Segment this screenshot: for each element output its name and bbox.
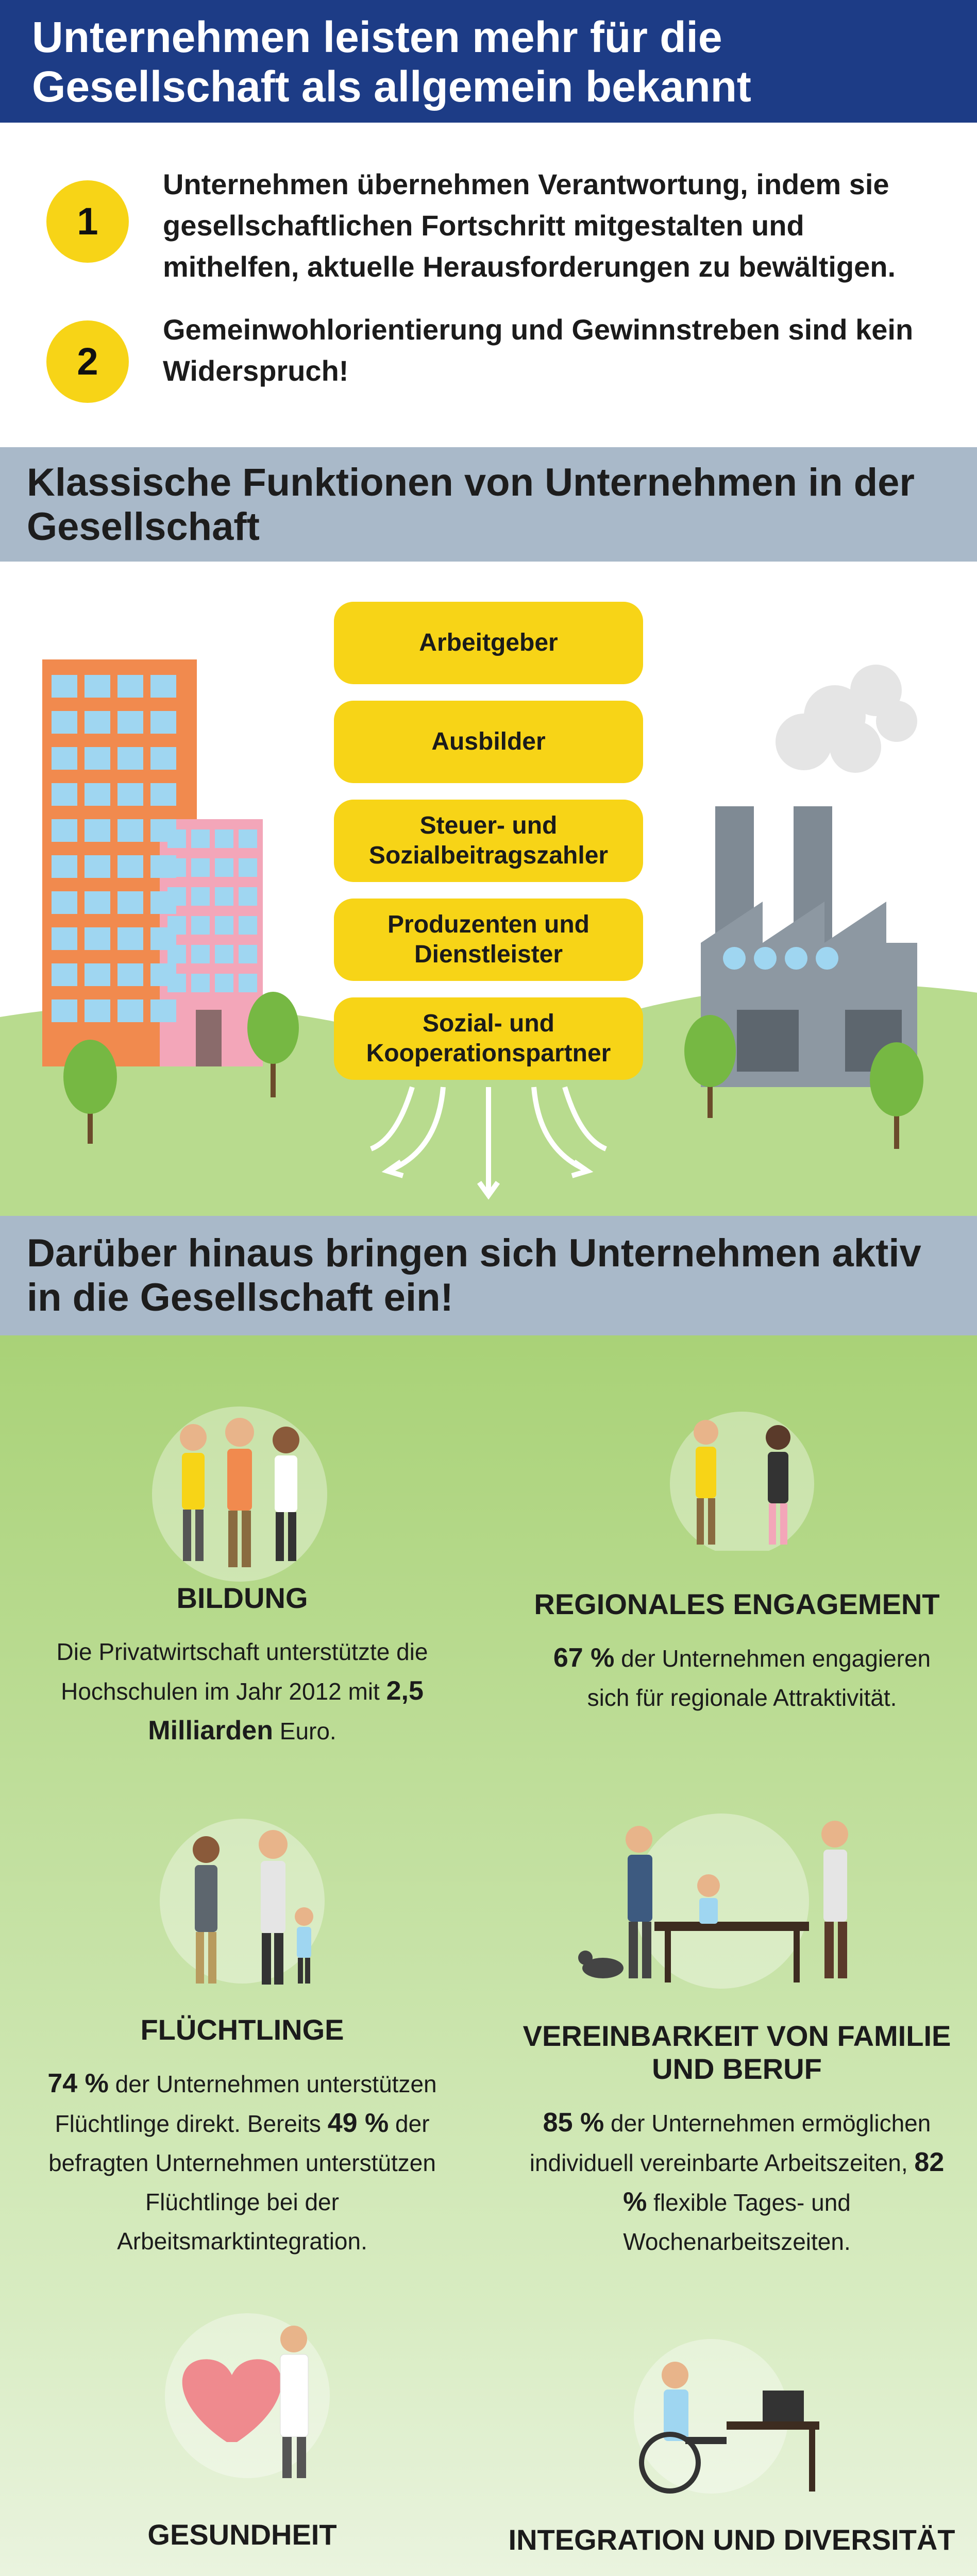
- engagement-heading: Darüber hinaus bringen sich Unternehmen aktiv in die Gesellschaft ein!: [27, 1231, 921, 1319]
- regional-text-part: der Unternehmen engagieren sich für regionale Attraktivität.: [587, 1645, 931, 1711]
- intro-text-1: Unternehmen übernehmen Verantwortung, indem sie gesellschaftlichen Fortschritt mitgestalten und mithelfen, aktuelle Herausforderungen zu bewältigen.: [163, 168, 896, 283]
- window: [52, 747, 77, 770]
- window: [239, 858, 257, 877]
- fluechtlinge-text-part: der befragten Unternehmen unterstützen Flüchtlinge bei der Arbeitsmarktintegration.: [48, 2110, 436, 2255]
- window: [85, 747, 110, 770]
- gesundheit-text: [36, 2570, 448, 2576]
- window: [117, 891, 143, 914]
- integration-title: INTEGRATION UND DIVERSITÄT: [508, 2523, 955, 2556]
- fluechtlinge-text: [31, 2064, 453, 2261]
- window: [85, 783, 110, 806]
- window: [85, 819, 110, 842]
- bildung-highlight: 2,5 Milliarden: [148, 1676, 424, 1745]
- window: [52, 855, 77, 878]
- window: [85, 675, 110, 698]
- window: [239, 974, 257, 992]
- window: [117, 747, 143, 770]
- window: [167, 945, 186, 963]
- window: [52, 675, 77, 698]
- integration-illustration: [613, 2334, 830, 2499]
- window: [167, 858, 186, 877]
- window: [167, 829, 186, 848]
- window: [215, 887, 233, 906]
- window: [85, 999, 110, 1022]
- familie-illustration: [567, 1803, 876, 1989]
- regional-title: REGIONALES ENGAGEMENT: [534, 1588, 940, 1620]
- gesundheit-illustration: [155, 2308, 340, 2483]
- window: [150, 783, 176, 806]
- window: [215, 829, 233, 848]
- window: [85, 891, 110, 914]
- table: [654, 1922, 809, 1931]
- dog-figure: [578, 1951, 624, 1978]
- classic-functions-band: [0, 447, 977, 562]
- window: [117, 675, 143, 698]
- bildung-text-part: Die Privatwirtschaft unterstützte die Hochschulen im Jahr 2012 mit: [56, 1638, 428, 1705]
- page-title: Unternehmen leisten mehr für die Gesellschaft als allgemein bekannt: [32, 13, 751, 111]
- window: [117, 783, 143, 806]
- window: [167, 887, 186, 906]
- window: [85, 927, 110, 950]
- window: [215, 858, 233, 877]
- window: [150, 747, 176, 770]
- fluechtlinge-highlight: 49 %: [327, 2108, 389, 2138]
- window: [239, 945, 257, 963]
- window: [52, 891, 77, 914]
- familie-text-part: der Unternehmen ermöglichen individuell vereinbarte Arbeitszeiten,: [529, 2110, 931, 2176]
- window: [215, 916, 233, 935]
- function-ausbilder: Ausbilder: [334, 701, 643, 783]
- desk: [727, 2421, 819, 2430]
- window: [52, 819, 77, 842]
- bildung-illustration: [131, 1391, 348, 1587]
- intro-number-1: 1: [46, 180, 129, 263]
- window: [150, 999, 176, 1022]
- factory: [701, 665, 917, 1087]
- fluechtlinge-highlight: 74 %: [47, 2069, 109, 2098]
- familie-text-part: flexible Tages- und Wochenarbeitszeiten.: [623, 2189, 851, 2255]
- window: [52, 783, 77, 806]
- window: [117, 963, 143, 986]
- window: [191, 974, 210, 992]
- regional-highlight: 67 %: [553, 1643, 615, 1673]
- function-arbeitgeber: Arbeitgeber: [334, 602, 643, 684]
- regional-illustration: [639, 1396, 845, 1551]
- child-figure: [697, 1874, 720, 1924]
- window: [239, 887, 257, 906]
- window: [117, 819, 143, 842]
- child-figure: [295, 1907, 313, 1984]
- bildung-text-part: Euro.: [273, 1718, 336, 1744]
- fluechtlinge-text-part: der Unternehmen unterstützen Flüchtlinge direkt. Bereits: [55, 2071, 437, 2137]
- window: [150, 711, 176, 734]
- person-figure: [626, 1826, 652, 1978]
- fluechtlinge-illustration: [155, 1814, 330, 1989]
- window: [52, 963, 77, 986]
- bildung-title: BILDUNG: [176, 1582, 308, 1614]
- window: [150, 675, 176, 698]
- window: [167, 974, 186, 992]
- engagement-band: [0, 1216, 977, 1335]
- intro-text-2: Gemeinwohlorientierung und Gewinnstreben sind kein Widerspruch!: [163, 313, 914, 387]
- window: [117, 855, 143, 878]
- familie-highlight: 85 %: [543, 2108, 604, 2138]
- function-steuerzahler: Steuer- und Sozialbeitragszahler: [334, 800, 643, 882]
- window: [191, 916, 210, 935]
- gesundheit-title: GESUNDHEIT: [147, 2518, 337, 2551]
- window: [52, 927, 77, 950]
- classic-functions-heading: Klassische Funktionen von Unternehmen in der Gesellschaft: [27, 461, 915, 549]
- function-kooperationspartner: Sozial- und Kooperationspartner: [334, 997, 643, 1080]
- window: [85, 855, 110, 878]
- window: [117, 927, 143, 950]
- window: [117, 999, 143, 1022]
- intro-number-2: 2: [46, 320, 129, 403]
- familie-title: VEREINBARKEIT VON FAMILIE UND BERUF: [523, 2020, 951, 2085]
- window: [191, 887, 210, 906]
- window: [85, 711, 110, 734]
- window: [191, 858, 210, 877]
- fluechtlinge-title: FLÜCHTLINGE: [140, 2013, 344, 2046]
- window: [167, 916, 186, 935]
- window: [215, 974, 233, 992]
- familie-highlight: 82 %: [623, 2147, 945, 2217]
- window: [215, 945, 233, 963]
- familie-text: [520, 2103, 953, 2261]
- bildung-text: [36, 1632, 448, 1751]
- window: [85, 963, 110, 986]
- window: [239, 916, 257, 935]
- window: [191, 945, 210, 963]
- window: [117, 711, 143, 734]
- window: [191, 829, 210, 848]
- window: [239, 829, 257, 848]
- person-figure: [662, 2362, 688, 2441]
- page-header: [0, 0, 977, 123]
- laptop-icon: [763, 2391, 804, 2421]
- window: [52, 999, 77, 1022]
- function-produzenten: Produzenten und Dienstleister: [334, 899, 643, 981]
- window: [52, 711, 77, 734]
- integration-text: [515, 2574, 948, 2576]
- regional-text: [536, 1638, 948, 1717]
- person-figure: [821, 1821, 848, 1978]
